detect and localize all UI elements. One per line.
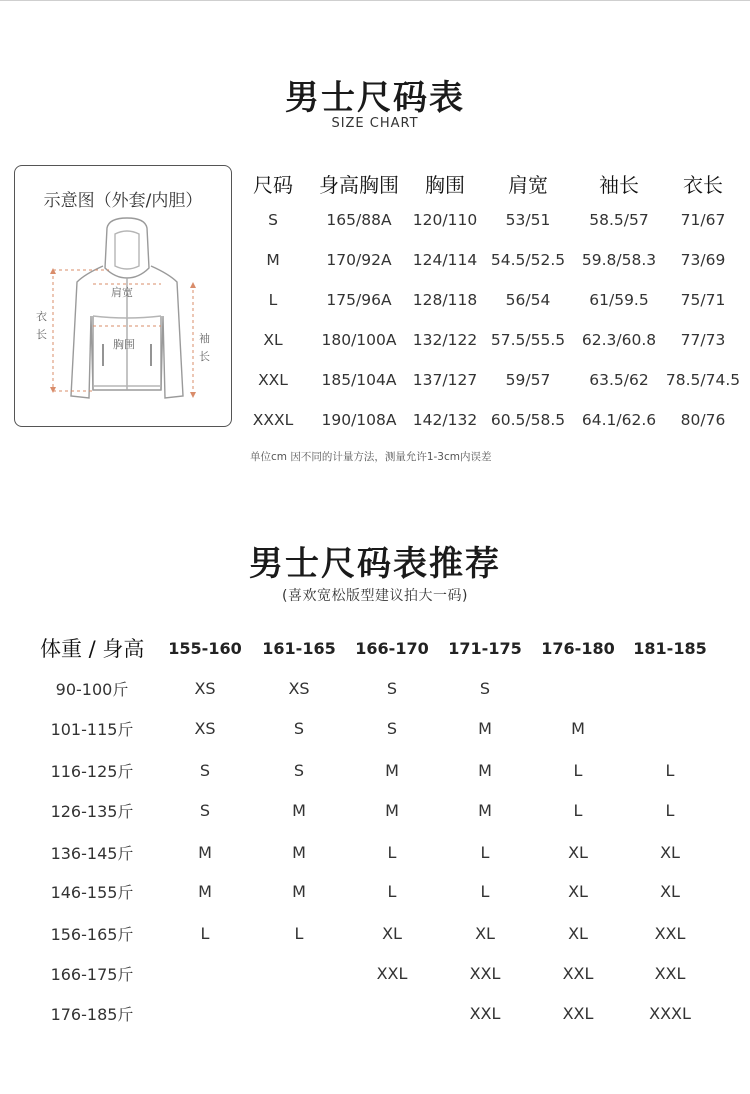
weight-range-label: 146-155斤 bbox=[50, 883, 134, 902]
size-cell: 63.5/62 bbox=[589, 371, 649, 389]
shoulder-label: 肩宽 bbox=[111, 286, 133, 299]
recommended-size-cell: S bbox=[199, 801, 211, 820]
size-cell: M bbox=[266, 251, 280, 269]
recommended-size-cell: XL bbox=[382, 924, 402, 943]
recommended-size-cell: L bbox=[387, 882, 397, 901]
size-cell: 75/71 bbox=[680, 291, 726, 309]
size-cell: XL bbox=[263, 331, 283, 349]
recommended-size-cell: XXL bbox=[654, 924, 686, 943]
recommended-size-cell: M bbox=[385, 761, 399, 780]
recommended-size-cell: XXL bbox=[654, 964, 686, 983]
recommended-size-cell: XS bbox=[288, 679, 310, 698]
size-cell: 53/51 bbox=[505, 211, 551, 229]
height-range-header: 171-175 bbox=[448, 639, 522, 658]
size-cell: 165/88A bbox=[326, 211, 392, 229]
size-cell: XXXL bbox=[252, 411, 294, 429]
size-cell: 56/54 bbox=[505, 291, 551, 309]
recommended-size-cell: M bbox=[198, 882, 212, 901]
size-cell: 128/118 bbox=[412, 291, 478, 309]
header-shoulder: 肩宽 bbox=[508, 173, 548, 197]
weight-range-label: 116-125斤 bbox=[50, 762, 134, 781]
recommended-size-cell: M bbox=[292, 843, 306, 862]
recommended-size-cell: M bbox=[292, 882, 306, 901]
recommended-size-cell: L bbox=[573, 761, 583, 780]
recommended-size-cell: L bbox=[573, 801, 583, 820]
recommended-size-cell: L bbox=[480, 843, 490, 862]
recommended-size-cell: XL bbox=[568, 924, 588, 943]
diagram-caption: 示意图（外套/内胆） bbox=[43, 191, 203, 211]
height-range-header: 176-180 bbox=[541, 639, 615, 658]
recommended-size-cell: M bbox=[478, 719, 492, 738]
size-cell: 124/114 bbox=[412, 251, 478, 269]
recommended-size-cell: XXL bbox=[469, 1004, 501, 1023]
size-cell: 64.1/62.6 bbox=[581, 411, 657, 429]
weight-height-corner-label: 体重 / 身高 bbox=[40, 637, 145, 661]
recommended-size-cell: L bbox=[387, 843, 397, 862]
recommended-size-cell: XL bbox=[660, 882, 680, 901]
size-chart-title: 男士尺码表 bbox=[285, 78, 465, 118]
recommended-size-cell: XXL bbox=[469, 964, 501, 983]
weight-range-label: 126-135斤 bbox=[50, 802, 134, 821]
size-cell: S bbox=[268, 211, 278, 229]
recommended-size-cell: S bbox=[293, 761, 305, 780]
recommended-size-cell: M bbox=[478, 761, 492, 780]
size-chart-subtitle: SIZE CHART bbox=[331, 116, 419, 131]
size-cell: 190/108A bbox=[321, 411, 397, 429]
recommended-size-cell: S bbox=[386, 679, 398, 698]
height-range-header: 155-160 bbox=[168, 639, 242, 658]
recommended-size-cell: S bbox=[293, 719, 305, 738]
recommended-size-cell: XXL bbox=[562, 1004, 594, 1023]
size-cell: 78.5/74.5 bbox=[665, 371, 741, 389]
recommended-size-cell: L bbox=[480, 882, 490, 901]
length-label-1: 衣 bbox=[36, 310, 47, 323]
header-length: 衣长 bbox=[683, 173, 723, 197]
size-cell: 62.3/60.8 bbox=[581, 331, 657, 349]
recommended-size-cell: M bbox=[478, 801, 492, 820]
weight-range-label: 156-165斤 bbox=[50, 925, 134, 944]
recommended-size-cell: M bbox=[198, 843, 212, 862]
header-sleeve: 袖长 bbox=[599, 173, 639, 197]
weight-range-label: 90-100斤 bbox=[55, 680, 129, 699]
recommended-size-cell: M bbox=[571, 719, 585, 738]
size-cell: 80/76 bbox=[680, 411, 726, 429]
recommended-size-cell: XL bbox=[660, 843, 680, 862]
recommended-size-cell: M bbox=[385, 801, 399, 820]
recommended-size-cell: L bbox=[200, 924, 210, 943]
height-range-header: 181-185 bbox=[633, 639, 707, 658]
size-cell: 73/69 bbox=[680, 251, 726, 269]
sleeve-label-1: 袖 bbox=[199, 332, 210, 345]
chest-label: 胸围 bbox=[113, 338, 135, 351]
size-cell: 59.8/58.3 bbox=[581, 251, 657, 269]
recommended-size-cell: M bbox=[292, 801, 306, 820]
size-cell: 58.5/57 bbox=[589, 211, 649, 229]
recommendation-title: 男士尺码表推荐 bbox=[249, 544, 501, 584]
recommended-size-cell: XS bbox=[194, 719, 216, 738]
jacket-diagram bbox=[14, 165, 232, 427]
recommended-size-cell: L bbox=[665, 761, 675, 780]
size-cell: 137/127 bbox=[412, 371, 478, 389]
recommended-size-cell: S bbox=[199, 761, 211, 780]
size-cell: 60.5/58.5 bbox=[490, 411, 566, 429]
measurement-note: 单位cm 因不同的计量方法，测量允许1-3cm内误差 bbox=[250, 451, 492, 463]
weight-range-label: 136-145斤 bbox=[50, 844, 134, 863]
size-cell: 54.5/52.5 bbox=[490, 251, 566, 269]
header-height-chest: 身高胸围 bbox=[319, 173, 399, 197]
recommendation-subtitle: (喜欢宽松版型建议拍大一码) bbox=[282, 588, 468, 604]
size-cell: 120/110 bbox=[412, 211, 478, 229]
header-size: 尺码 bbox=[253, 173, 293, 197]
sleeve-label-2: 长 bbox=[199, 350, 210, 363]
size-cell: 132/122 bbox=[412, 331, 478, 349]
weight-range-label: 101-115斤 bbox=[50, 720, 134, 739]
size-cell: 175/96A bbox=[326, 291, 392, 309]
recommended-size-cell: XXL bbox=[376, 964, 408, 983]
height-range-header: 166-170 bbox=[355, 639, 429, 658]
recommended-size-cell: XXL bbox=[562, 964, 594, 983]
size-cell: 77/73 bbox=[680, 331, 726, 349]
size-cell: 61/59.5 bbox=[589, 291, 649, 309]
recommended-size-cell: XL bbox=[568, 843, 588, 862]
recommended-size-cell: L bbox=[665, 801, 675, 820]
header-chest: 胸围 bbox=[425, 173, 465, 197]
recommended-size-cell: XXXL bbox=[649, 1004, 691, 1023]
size-cell: 142/132 bbox=[412, 411, 478, 429]
recommended-size-cell: S bbox=[479, 679, 491, 698]
length-label-2: 长 bbox=[36, 328, 47, 341]
size-cell: 59/57 bbox=[505, 371, 551, 389]
size-cell: 71/67 bbox=[680, 211, 726, 229]
size-cell: 57.5/55.5 bbox=[490, 331, 566, 349]
recommended-size-cell: L bbox=[294, 924, 304, 943]
size-cell: XXL bbox=[258, 371, 288, 389]
recommended-size-cell: XL bbox=[568, 882, 588, 901]
recommended-size-cell: XL bbox=[475, 924, 495, 943]
weight-range-label: 176-185斤 bbox=[50, 1005, 134, 1024]
recommended-size-cell: S bbox=[386, 719, 398, 738]
top-divider bbox=[0, 0, 750, 1]
recommended-size-cell: XS bbox=[194, 679, 216, 698]
size-cell: 170/92A bbox=[326, 251, 392, 269]
height-range-header: 161-165 bbox=[262, 639, 336, 658]
size-cell: L bbox=[268, 291, 278, 309]
size-cell: 185/104A bbox=[321, 371, 397, 389]
size-cell: 180/100A bbox=[321, 331, 397, 349]
weight-range-label: 166-175斤 bbox=[50, 965, 134, 984]
